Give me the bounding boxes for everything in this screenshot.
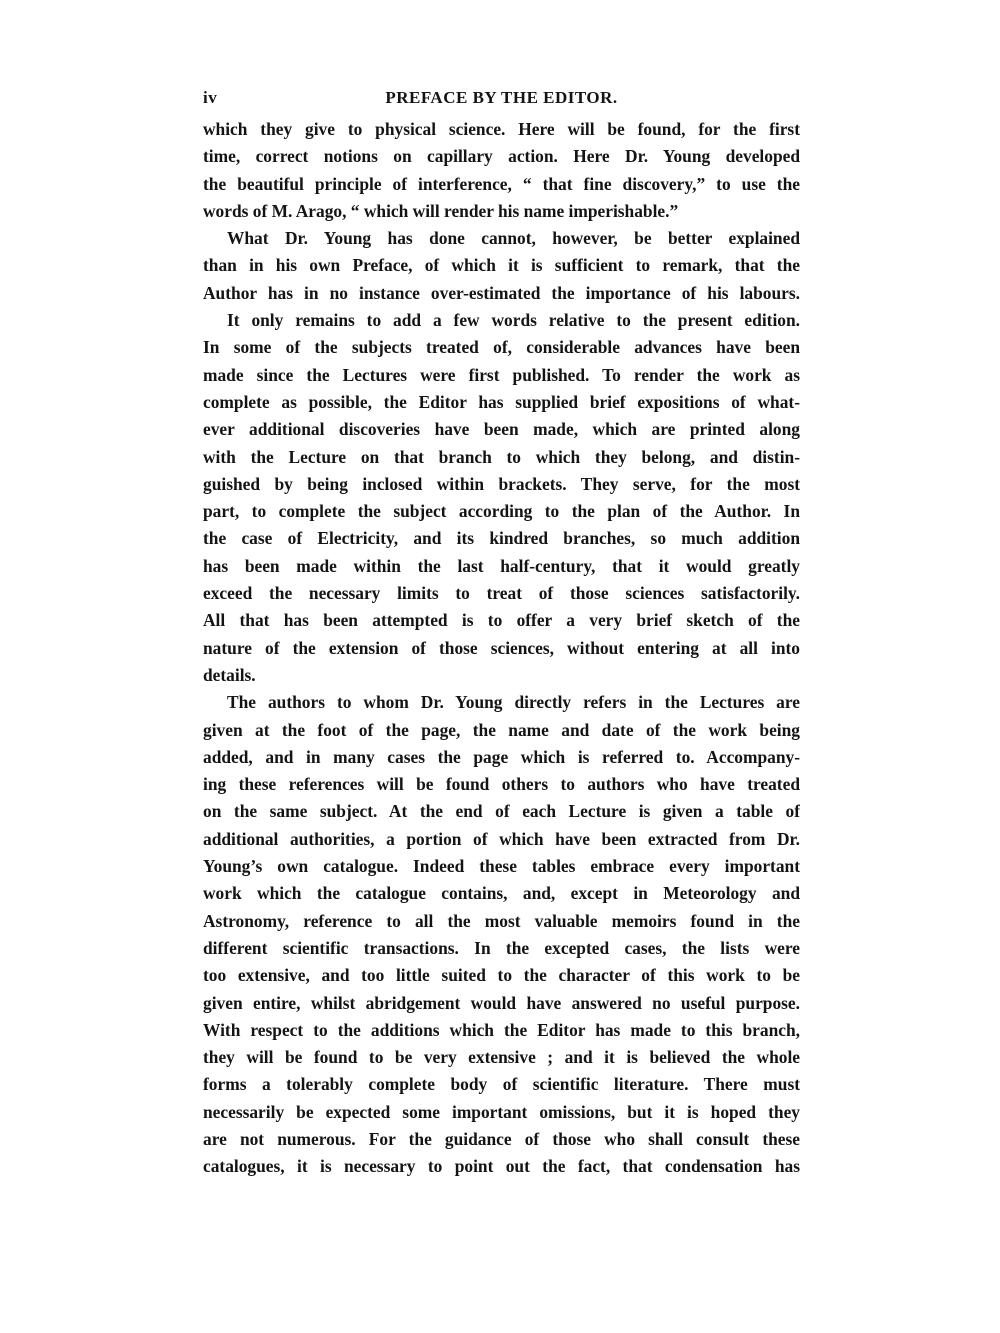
text-line: ing these references will be found others to authors who have treated: [203, 774, 800, 795]
paragraph: [203, 689, 800, 1180]
text-line: on the same subject. At the end of each Lecture is given a table of: [203, 801, 800, 822]
body-text: [203, 116, 800, 1181]
running-title: PREFACE BY THE EDITOR.: [385, 88, 618, 107]
text-line: made since the Lectures were first published. To render the work as: [203, 364, 800, 385]
text-line: given at the foot of the page, the name and date of the work being: [203, 719, 800, 740]
text-line: It only remains to add a few words relative to the present edition.: [227, 310, 800, 331]
text-line: The authors to whom Dr. Young directly refers in the Lectures are: [227, 692, 800, 713]
text-line: the beautiful principle of interference, “ that fine discovery,” to use the: [203, 173, 800, 194]
text-line: additional authorities, a portion of which have been extracted from Dr.: [203, 828, 800, 849]
text-line: complete as possible, the Editor has supplied brief expositions of what-: [203, 391, 800, 412]
text-line: details.: [203, 664, 256, 685]
text-line: catalogues, it is necessary to point out the fact, that condensation has: [203, 1156, 800, 1177]
text-line: which they give to physical science. Here will be found, for the first: [203, 119, 800, 139]
text-line: Author has in no instance over-estimated the importance of his labours.: [203, 282, 800, 303]
text-line: work which the catalogue contains, and, except in Meteorology and: [203, 883, 800, 904]
text-line: part, to complete the subject according to the plan of the Author. In: [203, 501, 800, 522]
paragraph: [203, 225, 800, 307]
text-line: given entire, whilst abridgement would have answered no useful purpose.: [203, 992, 800, 1013]
text-line: necessarily be expected some important omissions, but it is hoped they: [203, 1101, 800, 1122]
text-line: added, and in many cases the page which is referred to. Accompany-: [203, 746, 800, 767]
text-line: forms a tolerably complete body of scientific literature. There must: [203, 1074, 800, 1095]
paragraph: [203, 307, 800, 689]
text-line: With respect to the additions which the Editor has made to this branch,: [203, 1019, 800, 1040]
text-line: In some of the subjects treated of, considerable advances have been: [203, 337, 800, 358]
text-line: has been made within the last half-century, that it would greatly: [203, 555, 800, 576]
text-line: than in his own Preface, of which it is sufficient to remark, that the: [203, 255, 800, 276]
text-line: ever additional discoveries have been made, which are printed along: [203, 419, 800, 440]
text-line: with the Lecture on that branch to which they belong, and distin-: [203, 446, 800, 467]
text-line: are not numerous. For the guidance of those who shall consult these: [203, 1128, 800, 1149]
page-header: [203, 88, 800, 114]
text-line: they will be found to be very extensive ; and it is believed the whole: [203, 1047, 800, 1068]
text-line: nature of the extension of those sciences, without entering at all into: [203, 637, 800, 658]
text-line: All that has been attempted is to offer a very brief sketch of the: [203, 610, 800, 631]
text-line: words of M. Arago, “ which will render his name imperishable.”: [203, 200, 679, 221]
text-line: the case of Electricity, and its kindred branches, so much addition: [203, 528, 800, 549]
text-line: exceed the necessary limits to treat of those sciences satisfactorily.: [203, 583, 800, 604]
book-page: [203, 88, 800, 1181]
paragraph: [203, 116, 800, 225]
text-line: time, correct notions on capillary action. Here Dr. Young developed: [203, 146, 800, 167]
text-line: Young’s own catalogue. Indeed these tables embrace every important: [203, 856, 800, 877]
page-number: iv: [203, 88, 218, 107]
text-line: too extensive, and too little suited to the character of this work to be: [203, 965, 800, 986]
text-line: What Dr. Young has done cannot, however, be better explained: [227, 228, 800, 249]
text-line: guished by being inclosed within brackets. They serve, for the most: [203, 473, 800, 494]
text-line: different scientific transactions. In the excepted cases, the lists were: [203, 937, 800, 958]
text-line: Astronomy, reference to all the most valuable memoirs found in the: [203, 910, 800, 931]
